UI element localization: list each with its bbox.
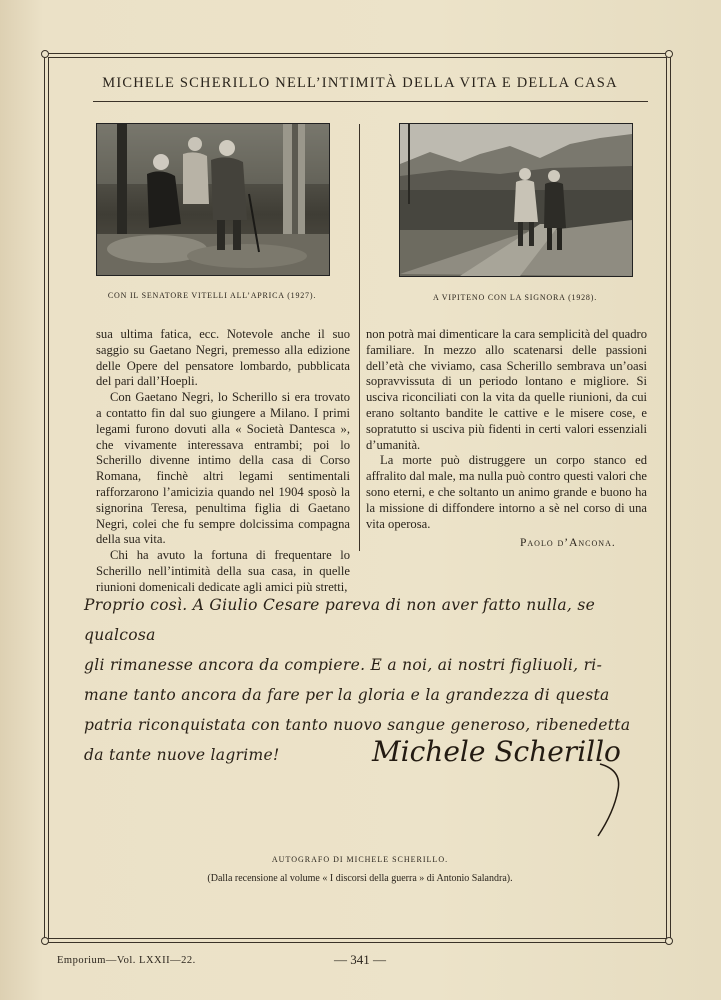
autograph-line: Proprio così. A Giulio Cesare pareva di non aver fatto nulla, se qualcosa [84, 596, 596, 644]
article-paragraph: non potrà mai dimenticare la cara semplicità del quadro familiare. In mezzo allo scatenarsi delle passioni dell’età che viviamo, casa Scherillo sembrava un’oasi sopravvissuta di un periodo lontano e migliore. Si usciva riconciliati con la vita da quelle riunioni, da cui erano soltanto bandite le cattive e le misere cose, e sopratutto si usciva più fidenti in certi valori essenziali d’umanità. [366, 327, 647, 452]
handwritten-signature: Michele Scherillo [372, 735, 621, 768]
frame-corner-ornament [41, 937, 49, 945]
autograph-line: gli rimanesse ancora da compiere. E a noi, ai nostri figliuoli, ri- [84, 656, 603, 674]
article-paragraph: Chi ha avuto la fortuna di frequentare lo Scherillo nell’intimità della sua casa, in quelle riunioni domenicali dedicate agli amici più stretti, [96, 548, 350, 594]
article-right-column [366, 327, 647, 532]
footer-journal: Emporium—Vol. LXXII—22. [57, 955, 196, 966]
title-rule [93, 101, 648, 102]
frame-corner-ornament [665, 937, 673, 945]
frame-corner-ornament [41, 50, 49, 58]
article-paragraph: La morte può distruggere un corpo stanco ed affralito dal male, ma nulla può contro questi valori che sono eterni, e che soltanto un animo grande e buono ha la missione di diffondere intorno a sè nel corso di una vita operosa. [366, 453, 647, 531]
article-left-column [96, 327, 350, 596]
article-paragraph: Con Gaetano Negri, lo Scherillo si era trovato a contatto fin dal suo giungere a Milano. I primi legami furono dovuti alla « Società Dantesca », che vivamente interessava entrambi; poi lo Scherillo divenne intimo della casa di Corso Romana, finchè altri legami sentimentali rafforzarono l’amicizia quando nel 1904 sposò la signorina Teresa, penultima figlia di Gaetano Negri, colei che fu sempre dolcissima compagna della sua vita. [96, 390, 350, 547]
autograph-caption: AUTOGRAFO DI MICHELE SCHERILLO. [271, 855, 449, 864]
autograph-line: da tante nuove lagrime! [84, 746, 280, 764]
photo-caption-left: CON IL SENATORE VITELLI ALL’APRICA (1927). [107, 291, 317, 300]
autograph-line: patria riconquistata con tanto nuovo sangue generoso, ribenedetta [84, 716, 631, 734]
autograph-source: (Dalla recensione al volume « I discorsi della guerra » di Antonio Salandra). [207, 873, 513, 884]
photo-caption-right: A VIPITENO CON LA SIGNORA (1928). [432, 293, 598, 302]
column-divider [359, 124, 360, 551]
photo-senatore-vitelli [96, 123, 330, 276]
article-paragraph: sua ultima fatica, ecc. Notevole anche il suo saggio su Gaetano Negri, premesso alla edizione delle Opere del pensatore lombardo, pubblicata del pari dall’Hoepli. [96, 327, 350, 389]
frame-corner-ornament [665, 50, 673, 58]
page-title: MICHELE SCHERILLO NELL’INTIMITÀ DELLA VITA E DELLA CASA [102, 75, 618, 91]
page-number: — 341 — [334, 952, 386, 967]
photo-vipiteno [399, 123, 633, 277]
signature-flourish [560, 760, 630, 840]
article-author: Paolo d’Ancona. [520, 537, 616, 549]
autograph-line: mane tanto ancora da fare per la gloria e la grandezza di questa [84, 686, 610, 704]
